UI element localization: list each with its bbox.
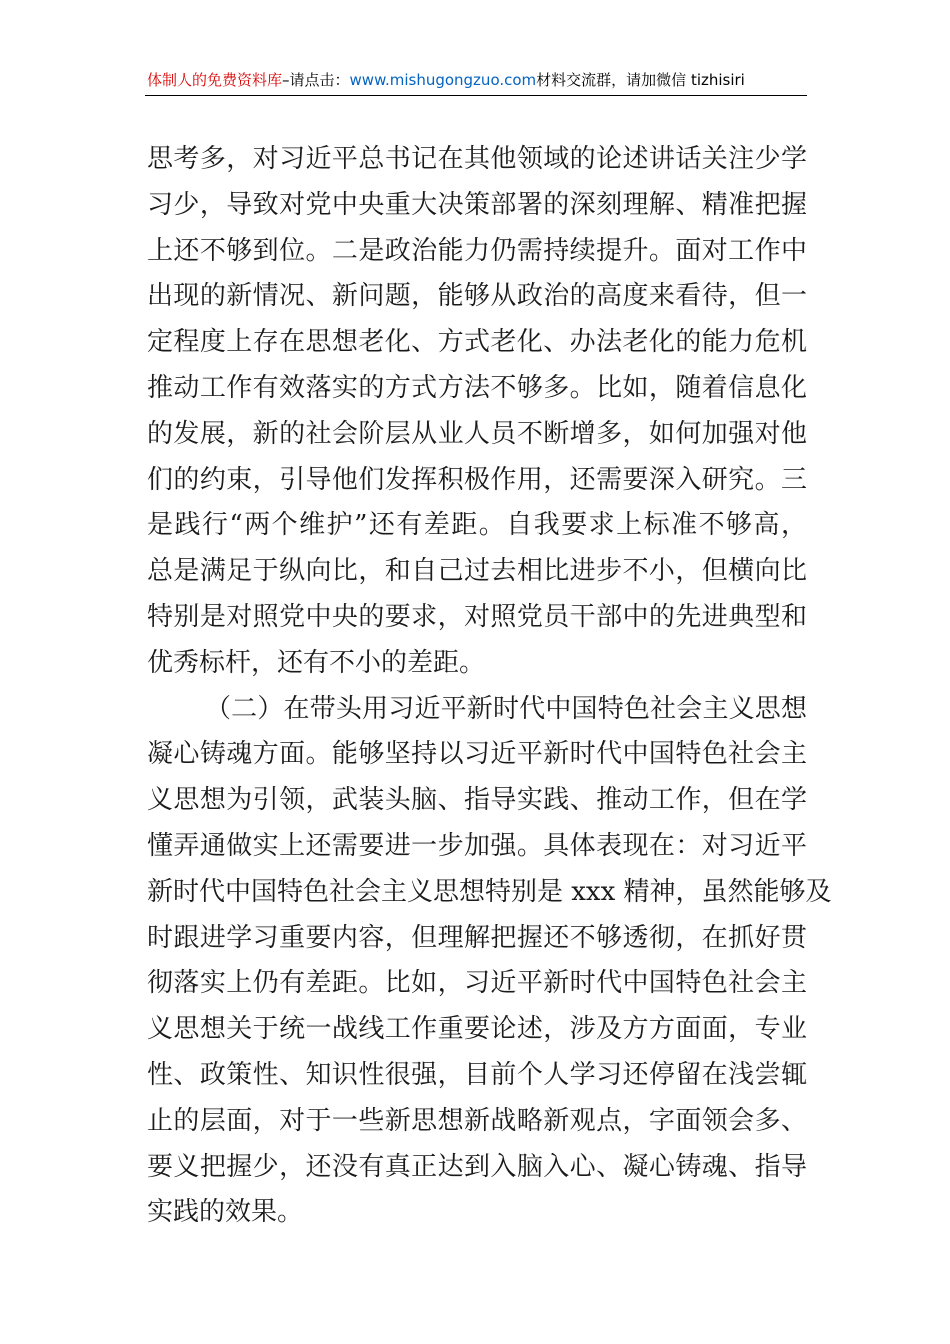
header-divider [145, 95, 807, 96]
text-line: 性、政策性、知识性很强，目前个人学习还停留在浅尝辄 [147, 1059, 807, 1090]
text-line: 时跟进学习重要内容，但理解把握还不够透彻，在抓好贯 [147, 922, 807, 953]
text-line: 习少，导致对党中央重大决策部署的深刻理解、精准把握 [147, 189, 807, 220]
text-line: 义思想为引领，武装头脑、指导实践、推动工作，但在学 [147, 785, 807, 816]
text-line: 凝心铸魂方面。能够坚持以习近平新时代中国特色社会主 [147, 739, 807, 770]
text-line: 义思想关于统一战线工作重要论述，涉及方方面面，专业 [147, 1014, 807, 1045]
text-line: 的发展，新的社会阶层从业人员不断增多，如何加强对他 [147, 418, 807, 449]
paragraph-2 [147, 687, 832, 1237]
page-header [147, 66, 807, 94]
text-line: 特别是对照党中央的要求，对照党员干部中的先进典型和 [147, 601, 807, 632]
text-line: 懂弄通做实上还需要进一步加强。具体表现在：对习近平 [147, 830, 807, 861]
text-line: 实践的效果。 [147, 1197, 304, 1228]
text-line: 上还不够到位。二是政治能力仍需持续提升。面对工作中 [147, 235, 807, 266]
header-prompt: –请点击： [282, 71, 350, 89]
text-line: 要义把握少，还没有真正达到入脑入心、凝心铸魂、指导 [147, 1151, 807, 1182]
header-brand: 体制人的免费资料库 [147, 71, 283, 89]
paragraph-1 [147, 137, 807, 687]
section-heading-line: （二）在带头用习近平新时代中国特色社会主义思想 [205, 693, 807, 724]
text-line: 们的约束，引导他们发挥积极作用，还需要深入研究。三 [147, 464, 807, 495]
text-line: 新时代中国特色社会主义思想特别是 xxx 精神，虽然能够及 [147, 876, 832, 907]
text-line: 推动工作有效落实的方式方法不够多。比如，随着信息化 [147, 372, 807, 403]
text-line: 思考多，对习近平总书记在其他领域的论述讲话关注少学 [147, 144, 807, 174]
text-line: 止的层面，对于一些新思想新战略新观点，字面领会多、 [147, 1105, 807, 1136]
header-url-link[interactable]: www.mishugongzuo.com [349, 71, 537, 89]
text-line: 优秀标杆，还有不小的差距。 [147, 647, 486, 678]
text-line: 定程度上存在思想老化、方式老化、办法老化的能力危机 [147, 327, 807, 358]
text-line: 总是满足于纵向比，和自己过去相比进步不小，但横向比 [147, 556, 807, 587]
text-line: 是践行“两个维护”还有差距。自我要求上标准不够高， [147, 510, 807, 541]
text-line: 彻落实上仍有差距。比如，习近平新时代中国特色社会主 [147, 968, 807, 999]
document-body [147, 137, 832, 1236]
text-line: 出现的新情况、新问题，能够从政治的高度来看待，但一 [147, 281, 807, 312]
header-suffix: 材料交流群，请加微信 tizhisiri [536, 71, 745, 89]
